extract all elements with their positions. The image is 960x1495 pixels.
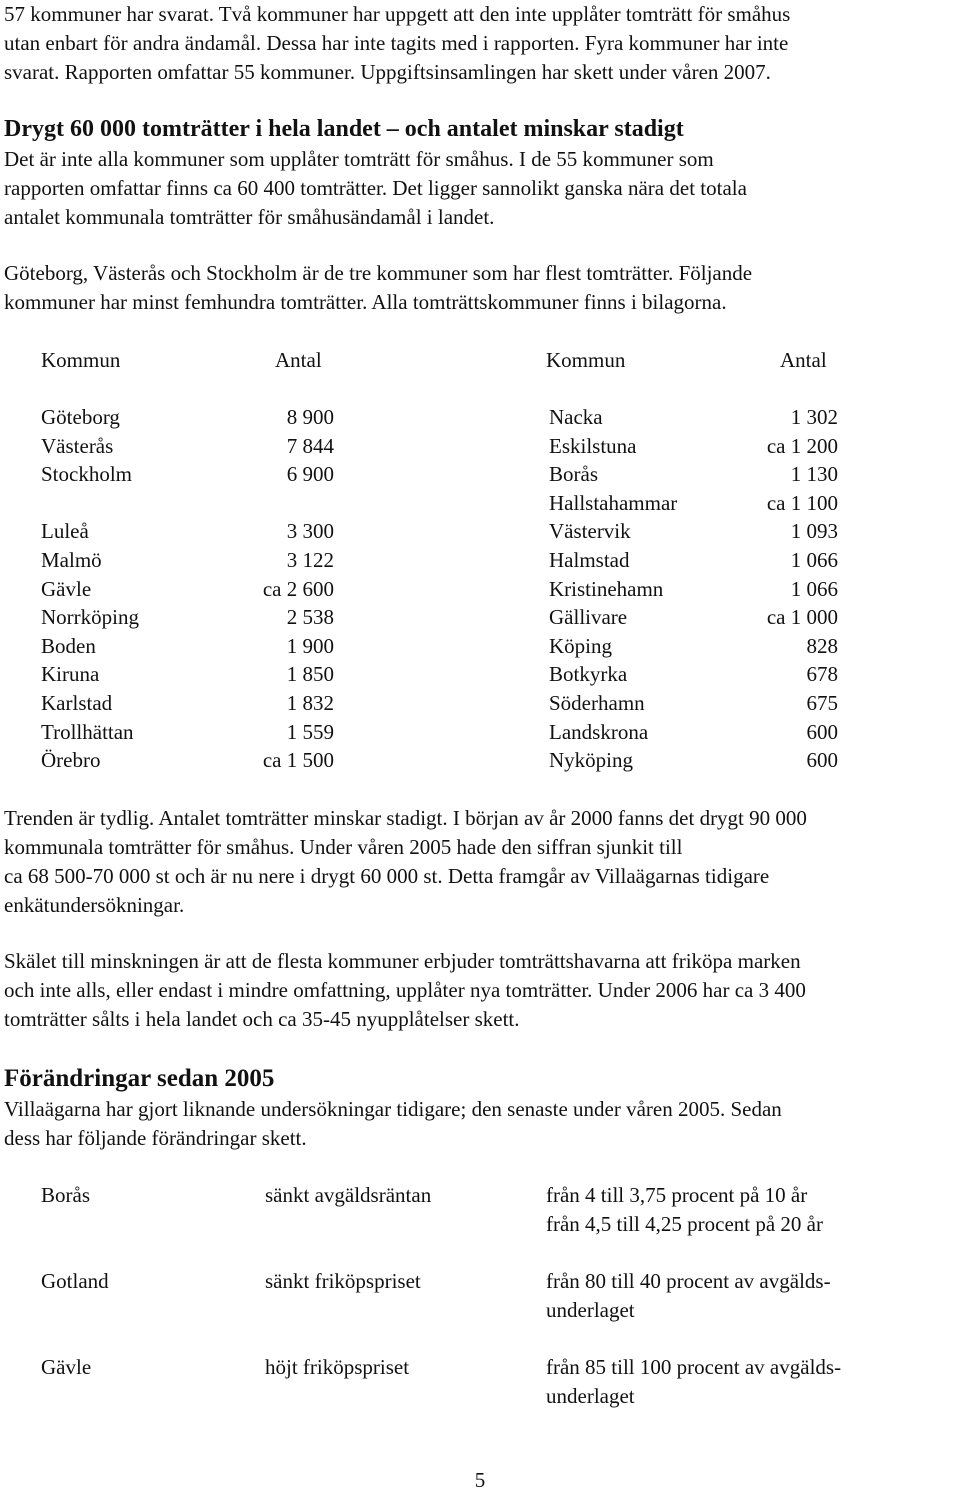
table-header-kommun-2: Kommun — [546, 348, 626, 372]
paragraph-line: Trenden är tydlig. Antalet tomträtter minskar stadigt. I början av år 2000 fanns det drygt 90 000 — [4, 806, 807, 830]
section-heading-2: Förändringar sedan 2005 — [4, 1065, 275, 1092]
table-cell-antal: 1 093 — [790, 519, 838, 543]
table-cell-antal: 1 850 — [286, 662, 334, 686]
table-cell-antal: 600 — [806, 720, 838, 744]
table-cell-antal: 675 — [806, 691, 838, 715]
table-header-antal-2: Antal — [780, 348, 827, 372]
table-cell-kommun: Borås — [549, 462, 598, 486]
page-number: 5 — [474, 1468, 486, 1492]
table-cell-kommun: Gällivare — [549, 605, 628, 629]
table-cell-kommun: Trollhättan — [41, 720, 134, 744]
paragraph-line: rapporten omfattar finns ca 60 400 tomträtter. Det ligger sannolikt ganska nära det totala — [4, 176, 747, 200]
table-cell-kommun: Luleå — [41, 519, 89, 543]
table-cell-kommun: Landskrona — [549, 720, 649, 744]
table-cell-antal: 3 122 — [286, 548, 334, 572]
reason-paragraph — [4, 947, 956, 1034]
table-cell-kommun: Nyköping — [549, 748, 633, 772]
paragraph-line: enkätundersökningar. — [4, 893, 185, 917]
section2-paragraph — [4, 1095, 956, 1153]
change-detail: från 80 till 40 procent av avgälds- — [546, 1269, 831, 1293]
paragraph-line: tomträtter sålts i hela landet och ca 35-45 nyupplåtelser skett. — [4, 1007, 520, 1031]
table-cell-antal: 828 — [806, 634, 838, 658]
paragraph-line: och inte alls, eller endast i mindre omfattning, upplåter nya tomträtter. Under 2006 har ca 3 400 — [4, 978, 806, 1002]
table-cell-antal: 1 302 — [790, 405, 838, 429]
table-cell-antal: ca 1 500 — [262, 748, 334, 772]
intro-paragraph — [4, 0, 956, 87]
table-cell-antal: 1 130 — [790, 462, 838, 486]
table-cell-kommun: Botkyrka — [549, 662, 628, 686]
table-cell-antal: 2 538 — [286, 605, 334, 629]
change-kommun: Gävle — [41, 1355, 92, 1379]
paragraph-line: kommuner har minst femhundra tomträtter. Alla tomträttskommuner finns i bilagorna. — [4, 290, 727, 314]
table-cell-antal: ca 2 600 — [262, 577, 334, 601]
change-detail: från 85 till 100 procent av avgälds- — [546, 1355, 842, 1379]
table-cell-kommun: Nacka — [549, 405, 603, 429]
table-cell-kommun: Västervik — [549, 519, 631, 543]
change-kommun: Gotland — [41, 1269, 109, 1293]
change-detail: underlaget — [546, 1298, 635, 1322]
table-cell-kommun: Halmstad — [549, 548, 630, 572]
table-cell-kommun: Stockholm — [41, 462, 133, 486]
section1-paragraph — [4, 145, 956, 232]
table-cell-kommun: Norrköping — [41, 605, 139, 629]
table-cell-kommun: Boden — [41, 634, 96, 658]
table-cell-kommun: Gävle — [41, 577, 92, 601]
section1-paragraph-2 — [4, 259, 956, 317]
section-heading: Drygt 60 000 tomträtter i hela landet – och antalet minskar stadigt — [4, 116, 684, 142]
change-detail: underlaget — [546, 1384, 635, 1408]
paragraph-line: antalet kommunala tomträtter för småhusändamål i landet. — [4, 205, 495, 229]
table-cell-antal: 7 844 — [286, 434, 334, 458]
paragraph-line: Villaägarna har gjort liknande undersökningar tidigare; den senaste under våren 2005. Sedan — [4, 1097, 782, 1121]
table-cell-antal: 3 300 — [286, 519, 334, 543]
trend-paragraph — [4, 804, 956, 920]
table-cell-antal: ca 1 200 — [766, 434, 838, 458]
intro-line: 57 kommuner har svarat. Två kommuner har uppgett att den inte upplåter tomträtt för småhus — [4, 2, 791, 26]
intro-line: utan enbart för andra ändamål. Dessa har inte tagits med i rapporten. Fyra kommuner har inte — [4, 31, 789, 55]
paragraph-line: Skälet till minskningen är att de flesta kommuner erbjuder tomträttshavarna att friköpa marken — [4, 949, 801, 973]
table-header-antal: Antal — [275, 348, 322, 372]
change-kommun: Borås — [41, 1183, 90, 1207]
intro-line: svarat. Rapporten omfattar 55 kommuner. Uppgiftsinsamlingen har skett under våren 2007. — [4, 60, 771, 84]
table-header-kommun: Kommun — [41, 348, 121, 372]
change-action: sänkt avgäldsräntan — [265, 1183, 432, 1207]
paragraph-line: dess har följande förändringar skett. — [4, 1126, 307, 1150]
paragraph-line: Göteborg, Västerås och Stockholm är de tre kommuner som har flest tomträtter. Följande — [4, 261, 753, 285]
table-cell-kommun: Kiruna — [41, 662, 100, 686]
table-cell-kommun: Örebro — [41, 748, 101, 772]
paragraph-line: ca 68 500-70 000 st och är nu nere i drygt 60 000 st. Detta framgår av Villaägarnas tidigare — [4, 864, 770, 888]
table-cell-kommun: Malmö — [41, 548, 102, 572]
table-cell-antal: 1 066 — [790, 548, 838, 572]
table-cell-kommun: Eskilstuna — [549, 434, 637, 458]
table-cell-kommun: Söderhamn — [549, 691, 645, 715]
change-action: höjt friköpspriset — [265, 1355, 410, 1379]
table-cell-antal: 678 — [806, 662, 838, 686]
table-cell-antal: ca 1 100 — [766, 491, 838, 515]
paragraph-line: Det är inte alla kommuner som upplåter tomträtt för småhus. I de 55 kommuner som — [4, 147, 714, 171]
table-cell-antal: 8 900 — [286, 405, 334, 429]
table-cell-antal: 1 066 — [790, 577, 838, 601]
paragraph-line: kommunala tomträtter för småhus. Under våren 2005 hade den siffran sjunkit till — [4, 835, 683, 859]
change-detail: från 4 till 3,75 procent på 10 år — [546, 1183, 808, 1207]
table-cell-antal: 6 900 — [286, 462, 334, 486]
table-cell-antal: 600 — [806, 748, 838, 772]
change-action: sänkt friköpspriset — [265, 1269, 421, 1293]
change-detail: från 4,5 till 4,25 procent på 20 år — [546, 1212, 823, 1236]
table-cell-kommun: Karlstad — [41, 691, 113, 715]
table-cell-kommun: Köping — [549, 634, 612, 658]
table-cell-kommun: Kristinehamn — [549, 577, 664, 601]
table-cell-antal: 1 900 — [286, 634, 334, 658]
table-cell-antal: 1 559 — [286, 720, 334, 744]
table-cell-kommun: Västerås — [41, 434, 114, 458]
table-cell-kommun: Göteborg — [41, 405, 120, 429]
table-cell-antal: 1 832 — [286, 691, 334, 715]
table-cell-antal: ca 1 000 — [766, 605, 838, 629]
table-cell-kommun: Hallstahammar — [549, 491, 678, 515]
